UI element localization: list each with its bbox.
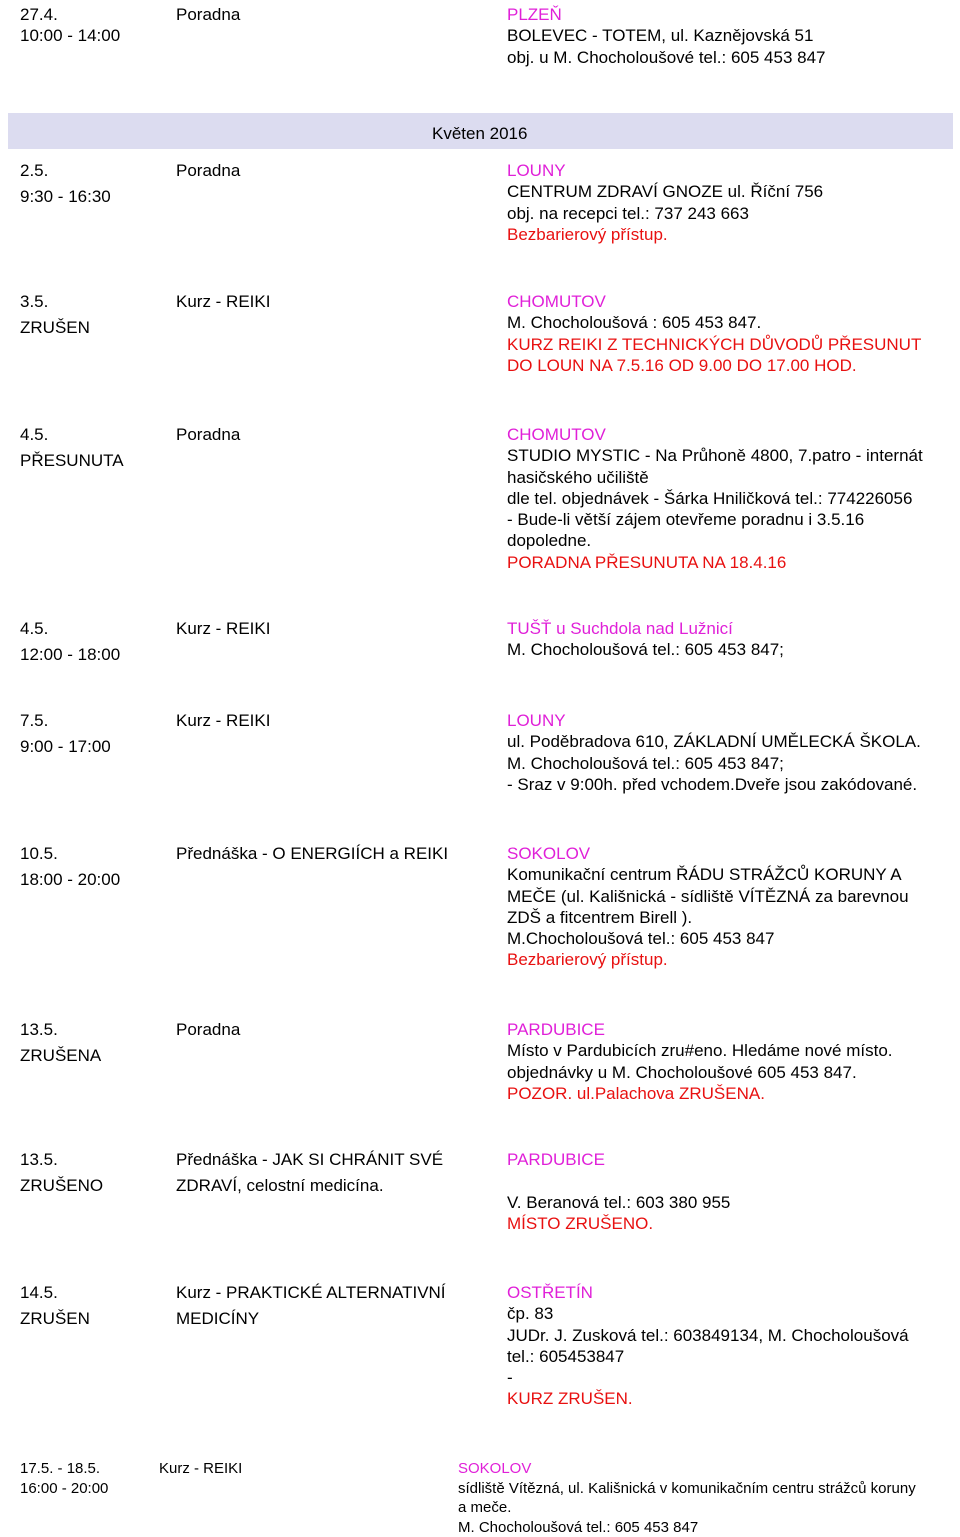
event-type: [176, 1019, 481, 1040]
event-type-line: MEDICÍNY: [176, 1308, 481, 1329]
event-city: CHOMUTOV: [507, 291, 952, 312]
event-type-line: Poradna: [176, 1019, 481, 1040]
event-date-day: 4.5.: [20, 618, 160, 639]
event-detail-line: MEČE (ul. Kališnická - sídliště VÍTĚZNÁ za barevnou: [507, 886, 952, 907]
event-detail-line: sídliště Vítězná, ul. Kališnická v komunikačním centru strážců koruny: [458, 1479, 953, 1499]
event-date-time: 18:00 - 20:00: [20, 869, 160, 890]
event-type-line: Poradna: [176, 160, 481, 181]
event-detail-line: JUDr. J. Zusková tel.: 603849134, M. Chocholoušová: [507, 1325, 952, 1346]
event-type: [159, 1459, 464, 1479]
event-type: [176, 4, 481, 25]
event-date-time: 9:00 - 17:00: [20, 736, 160, 757]
event-date: [20, 1282, 160, 1330]
event-type-line: Poradna: [176, 424, 481, 445]
event-location-info: [507, 424, 952, 573]
event-date: [20, 1149, 160, 1197]
event-location-info: [507, 1019, 952, 1104]
event-detail-line: M. Chocholoušová tel.: 605 453 847;: [507, 753, 952, 774]
event-detail-line: [507, 1170, 952, 1191]
event-date-day: 2.5.: [20, 160, 160, 181]
event-type-line: Přednáška - O ENERGIÍCH a REIKI: [176, 843, 481, 864]
event-detail-line: MÍSTO ZRUŠENO.: [507, 1213, 952, 1234]
event-date-time: ZRUŠENO: [20, 1175, 160, 1196]
event-city: PARDUBICE: [507, 1019, 952, 1040]
event-detail-line: tel.: 605453847: [507, 1346, 952, 1367]
event-type: [176, 424, 481, 445]
event-location-info: [507, 1149, 952, 1234]
event-type: [176, 618, 481, 639]
event-city: TUŠŤ u Suchdola nad Lužnicí: [507, 618, 952, 639]
event-detail-line: a meče.: [458, 1498, 953, 1518]
event-date-time: 12:00 - 18:00: [20, 644, 160, 665]
event-date-day: 3.5.: [20, 291, 160, 312]
event-detail-line: dopoledne.: [507, 530, 952, 551]
event-detail-line: V. Beranová tel.: 603 380 955: [507, 1192, 952, 1213]
event-detail-line: -: [507, 1367, 952, 1388]
event-type-line: Kurz - REIKI: [159, 1459, 464, 1479]
event-type-line: Kurz - REIKI: [176, 710, 481, 731]
event-date-time: ZRUŠEN: [20, 1308, 160, 1329]
event-location-info: [507, 618, 952, 661]
event-location-info: [507, 1282, 952, 1410]
event-type: [176, 1149, 481, 1197]
event-date-time: 10:00 - 14:00: [20, 25, 160, 46]
event-detail-line: hasičského učiliště: [507, 467, 952, 488]
event-date: [20, 710, 160, 758]
event-date: [20, 4, 160, 47]
event-date-day: 17.5. - 18.5.: [20, 1459, 160, 1479]
month-header: Květen 2016: [432, 124, 527, 144]
event-city: PARDUBICE: [507, 1149, 952, 1170]
event-date: [20, 291, 160, 339]
event-detail-line: M. Chocholoušová tel.: 605 453 847;: [507, 639, 952, 660]
event-detail-line: Komunikační centrum ŘÁDU STRÁŽCŮ KORUNY A: [507, 864, 952, 885]
event-date-day: 13.5.: [20, 1019, 160, 1040]
event-date-time: PŘESUNUTA: [20, 450, 160, 471]
event-detail-line: obj. na recepci tel.: 737 243 663: [507, 203, 952, 224]
event-date-time: ZRUŠENA: [20, 1045, 160, 1066]
event-location-info: [507, 843, 952, 971]
event-detail-line: M. Chocholoušová : 605 453 847.: [507, 312, 952, 333]
event-date-day: 4.5.: [20, 424, 160, 445]
event-detail-line: PORADNA PŘESUNUTA NA 18.4.16: [507, 552, 952, 573]
event-location-info: [507, 4, 952, 68]
event-city: LOUNY: [507, 160, 952, 181]
event-type-line: Kurz - PRAKTICKÉ ALTERNATIVNÍ: [176, 1282, 481, 1303]
event-city: LOUNY: [507, 710, 952, 731]
event-city: OSTŘETÍN: [507, 1282, 952, 1303]
event-detail-line: Bezbarierový přístup.: [507, 224, 952, 245]
event-type-line: Kurz - REIKI: [176, 618, 481, 639]
event-type-line: Poradna: [176, 4, 481, 25]
event-type: [176, 710, 481, 731]
event-type: [176, 1282, 481, 1330]
event-detail-line: - Sraz v 9:00h. před vchodem.Dveře jsou zakódované.: [507, 774, 952, 795]
event-detail-line: dle tel. objednávek - Šárka Hniličková tel.: 774226056: [507, 488, 952, 509]
event-location-info: [458, 1459, 953, 1537]
event-detail-line: čp. 83: [507, 1303, 952, 1324]
event-detail-line: M.Chocholoušová tel.: 605 453 847: [507, 928, 952, 949]
event-type: [176, 160, 481, 181]
event-city: PLZEŇ: [507, 4, 952, 25]
event-location-info: [507, 710, 952, 795]
event-date: [20, 618, 160, 666]
event-detail-line: STUDIO MYSTIC - Na Průhoně 4800, 7.patro - internát: [507, 445, 952, 466]
event-detail-line: DO LOUN NA 7.5.16 OD 9.00 DO 17.00 HOD.: [507, 355, 952, 376]
event-detail-line: Místo v Pardubicích zru#eno. Hledáme nové místo.: [507, 1040, 952, 1061]
event-date-time: ZRUŠEN: [20, 317, 160, 338]
event-detail-line: M. Chocholoušová tel.: 605 453 847: [458, 1518, 953, 1537]
event-date-day: 10.5.: [20, 843, 160, 864]
event-detail-line: obj. u M. Chocholoušové tel.: 605 453 847: [507, 47, 952, 68]
event-date: [20, 1019, 160, 1067]
event-detail-line: BOLEVEC - TOTEM, ul. Kaznějovská 51: [507, 25, 952, 46]
event-date-time: 16:00 - 20:00: [20, 1479, 160, 1499]
event-date-day: 14.5.: [20, 1282, 160, 1303]
event-location-info: [507, 160, 952, 245]
event-date-time: 9:30 - 16:30: [20, 186, 160, 207]
event-type-line: Přednáška - JAK SI CHRÁNIT SVÉ: [176, 1149, 481, 1170]
event-detail-line: Bezbarierový přístup.: [507, 949, 952, 970]
event-type-line: Kurz - REIKI: [176, 291, 481, 312]
event-location-info: [507, 291, 952, 376]
event-type-line: ZDRAVÍ, celostní medicína.: [176, 1175, 481, 1196]
event-date: [20, 160, 160, 208]
event-city: SOKOLOV: [458, 1459, 953, 1479]
event-detail-line: ul. Poděbradova 610, ZÁKLADNÍ UMĚLECKÁ ŠKOLA.: [507, 731, 952, 752]
event-city: SOKOLOV: [507, 843, 952, 864]
event-date: [20, 1459, 160, 1498]
event-detail-line: ZDŠ a fitcentrem Birell ).: [507, 907, 952, 928]
event-date: [20, 424, 160, 472]
event-date: [20, 843, 160, 891]
event-detail-line: KURZ REIKI Z TECHNICKÝCH DŮVODŮ PŘESUNUT: [507, 334, 952, 355]
event-date-day: 13.5.: [20, 1149, 160, 1170]
event-detail-line: POZOR. ul.Palachova ZRUŠENA.: [507, 1083, 952, 1104]
event-date-day: 7.5.: [20, 710, 160, 731]
event-detail-line: - Bude-li větší zájem otevřeme poradnu i 3.5.16: [507, 509, 952, 530]
event-type: [176, 291, 481, 312]
event-detail-line: objednávky u M. Chocholoušové 605 453 847.: [507, 1062, 952, 1083]
event-date-day: 27.4.: [20, 4, 160, 25]
event-detail-line: CENTRUM ZDRAVÍ GNOZE ul. Říční 756: [507, 181, 952, 202]
event-detail-line: KURZ ZRUŠEN.: [507, 1388, 952, 1409]
event-type: [176, 843, 481, 864]
event-city: CHOMUTOV: [507, 424, 952, 445]
